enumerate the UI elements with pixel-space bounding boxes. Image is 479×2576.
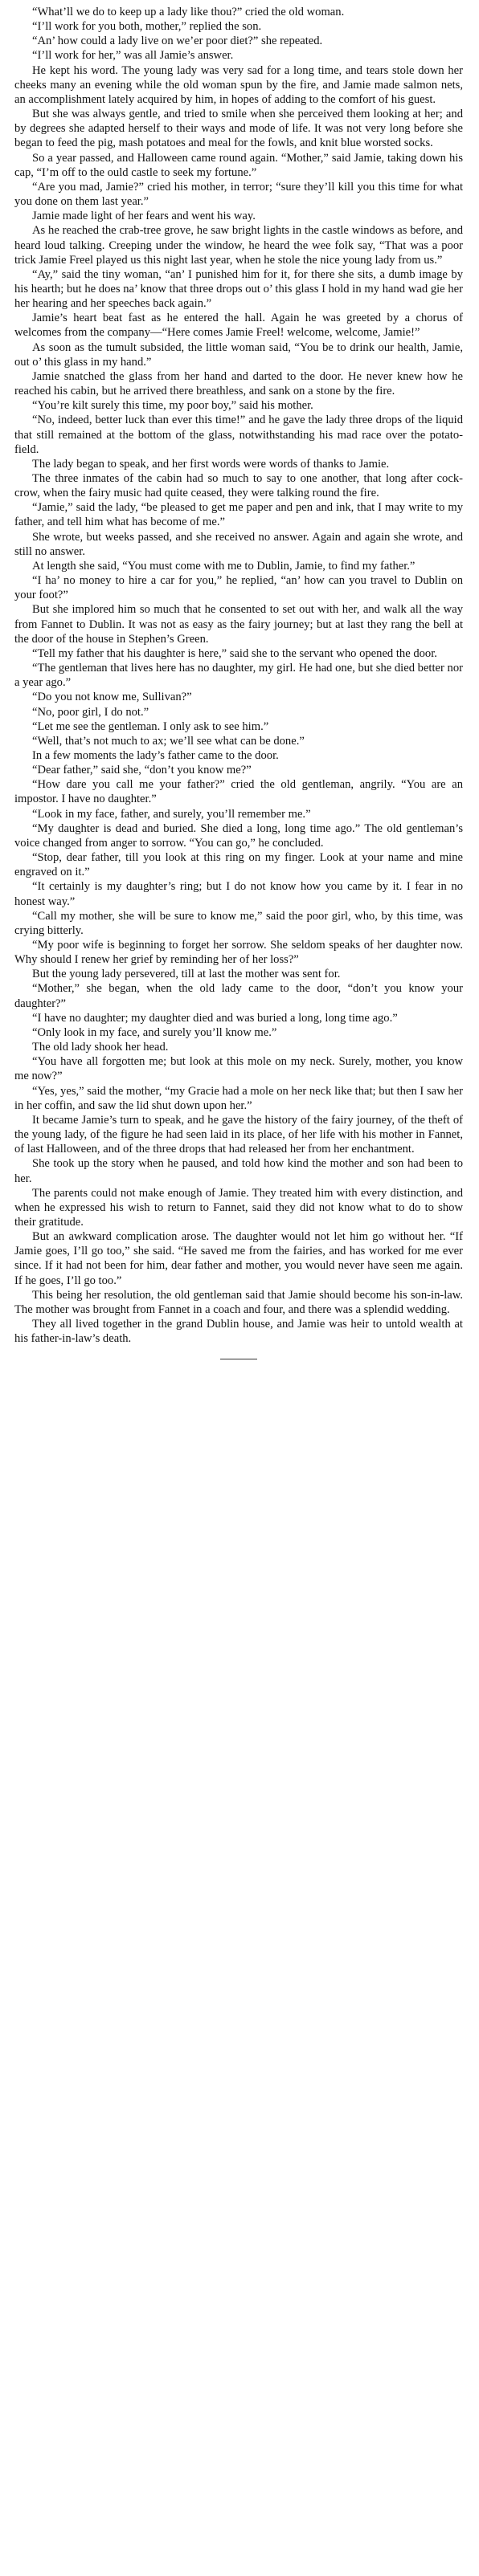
paragraph: The old lady shook her head. [32, 1041, 169, 1054]
paragraph: “How dare you call me your father?” cried the old gentleman, angrily. “You are an impostor. I have no daughter.” [14, 778, 463, 806]
paragraph: She took up the story when he paused, and told how kind the mother and son had been to her. [14, 1157, 463, 1185]
paragraph: “I’ll work for you both, mother,” replied the son. [32, 20, 262, 34]
paragraph: “My daughter is dead and buried. She died a long, long time ago.” The old gentleman’s voice changed from anger to sorrow. “You can go,” he concluded. [14, 821, 463, 850]
paragraph: “Look in my face, father, and surely, you’ll remember me.” [32, 807, 311, 821]
paragraph: “Tell my father that his daughter is here,” said she to the servant who opened the door. [32, 646, 437, 660]
paragraph: “It certainly is my daughter’s ring; but I do not know how you came by it. I fear in no honest way.” [14, 880, 463, 908]
paragraph: As he reached the crab-tree grove, he saw bright lights in the castle windows as before, and heard loud talking. Creeping under the window, he heard the wee folk say, “That was a poor trick Jamie Freel played us this night last year, when he stole the nice young lady from us.” [14, 224, 463, 267]
paragraph: “Do you not know me, Sullivan?” [32, 691, 192, 704]
paragraph: “Mother,” she began, when the old lady came to the door, “don’t you know your daughter?” [14, 982, 463, 1010]
paragraph: “You’re kilt surely this time, my poor boy,” said his mother. [32, 399, 313, 413]
paragraph: “The gentleman that lives here has no daughter, my girl. He had one, but she died better nor a year ago.” [14, 662, 463, 690]
paragraph: But she was always gentle, and tried to smile when she perceived them looking at her; and by degrees she adapted herself to their ways and mode of life. It was not very long before she began to feed the pig, mash potatoes and meal for the fowls, and knit blue worsted socks. [14, 108, 463, 150]
paragraph: “Well, that’s not much to ax; we’ll see what can be done.” [32, 734, 305, 748]
paragraph: They all lived together in the grand Dublin house, and Jamie was heir to untold wealth at his father-in-law’s death. [14, 1318, 463, 1346]
paragraph: She wrote, but weeks passed, and she received no answer. Again and again she wrote, and still no answer. [14, 530, 463, 558]
paragraph: In a few moments the lady’s father came to the door. [32, 748, 279, 762]
paragraph: “An’ how could a lady live on we’er poor diet?” she repeated. [32, 35, 323, 48]
paragraph: “Only look in my face, and surely you’ll know me.” [32, 1025, 277, 1039]
paragraph: Jamie made light of her fears and went his way. [32, 210, 256, 223]
paragraph: “Are you mad, Jamie?” cried his mother, in terror; “sure they’ll kill you this time for what you done on them last year.” [14, 180, 463, 209]
text-column [14, 5, 463, 1346]
paragraph: “I’ll work for her,” was all Jamie’s answer. [32, 49, 234, 63]
paragraph: “Yes, yes,” said the mother, “my Gracie had a mole on her neck like that; but then I saw her in her coffin, and saw the lid shut down upon her.” [14, 1084, 463, 1112]
paragraph: But she implored him so much that he consented to set out with her, and walk all the way from Fannet to Dublin. It was not as easy as the fairy journey; but at last they rang the bell at the door of the house in Stephen’s Green. [14, 603, 463, 646]
paragraph: “Call my mother, she will be sure to know me,” said the poor girl, who, by this time, was crying bitterly. [14, 909, 463, 937]
paragraph: “Stop, dear father, till you look at this ring on my finger. Look at your name and mine engraved on it.” [14, 851, 463, 879]
paragraph: “I have no daughter; my daughter died and was buried a long, long time ago.” [32, 1011, 398, 1025]
paragraph: So a year passed, and Halloween came round again. “Mother,” said Jamie, taking down his cap, “I’m off to the ould castle to seek my fortune.” [14, 151, 463, 179]
paragraph: “My poor wife is beginning to forget her sorrow. She seldom speaks of her daughter now. Why should I renew her grief by reminding her of her loss?” [14, 939, 463, 967]
paragraph: “Dear father,” said she, “don’t you know me?” [32, 764, 252, 777]
paragraph: “Jamie,” said the lady, “be pleased to get me paper and pen and ink, that I may write to my father, and tell him what has become of me.” [14, 501, 463, 529]
paragraph: The parents could not make enough of Jamie. They treated him with every distinction, and when he expressed his wish to return to Fannet, said they did not know what to do to show their gratitude. [14, 1186, 463, 1229]
paragraph: “I ha’ no money to hire a car for you,” he replied, “an’ how can you travel to Dublin on your foot?” [14, 574, 463, 602]
paragraph: “Ay,” said the tiny woman, “an’ I punished him for it, for there she sits, a dumb image by his hearth; but he does na’ know that three drops out o’ this glass I hold in my hand wad gie her her hearing and her speeches back again.” [14, 267, 463, 311]
paragraph: “No, indeed, better luck than ever this time!” and he gave the lady three drops of the liquid that still remained at the bottom of the glass, notwithstanding his mad race over the potato-field. [14, 414, 463, 456]
paragraph: This being her resolution, the old gentleman said that Jamie should become his son-in-law. The mother was brought from Fannet in a coach and four, and there was a splendid wedding. [14, 1288, 463, 1316]
paragraph: As soon as the tumult subsided, the little woman said, “You be to drink our health, Jamie, out o’ this glass in my hand.” [14, 340, 463, 369]
paragraph: Jamie snatched the glass from her hand and darted to the door. He never knew how he reached his cabin, but he arrived there breathless, and sank on a stone by the fire. [14, 369, 463, 398]
paragraph: “No, poor girl, I do not.” [32, 705, 149, 719]
paragraph: The three inmates of the cabin had so much to say to one another, that long after cock-crow, when the fairy music had quite ceased, they were talking round the fire. [14, 472, 463, 500]
paragraph: He kept his word. The young lady was very sad for a long time, and tears stole down her cheeks many an evening while the old woman spun by the fire, and Jamie made salmon nets, an accomplishment lately acquired by him, in hopes of adding to the comfort of his guest. [14, 63, 463, 106]
end-rule-wrap [14, 1346, 463, 1359]
paragraph: But an awkward complication arose. The daughter would not let him go without her. “If Jamie goes, I’ll go too,” she said. “He saved me from the fairies, and has worked for me ever since. If it had not been for him, dear father and mother, you would never have seen me again. If he goes, I’ll go too.” [14, 1230, 463, 1287]
paragraph: “You have all forgotten me; but look at this mole on my neck. Surely, mother, you know me now?” [14, 1055, 463, 1083]
paragraph: At length she said, “You must come with me to Dublin, Jamie, to find my father.” [32, 559, 416, 573]
paragraph: But the young lady persevered, till at last the mother was sent for. [32, 968, 341, 981]
paragraph: “What’ll we do to keep up a lady like thou?” cried the old woman. [32, 6, 345, 18]
paragraph: It became Jamie’s turn to speak, and he gave the history of the fairy journey, of the theft of the young lady, of the figure he had seen laid in its place, of her life with his mother in Fannet, of last Halloween, and of the three drops that had released her from her enchantment. [14, 1113, 463, 1156]
paragraph: “Let me see the gentleman. I only ask to see him.” [32, 719, 269, 733]
paragraph: Jamie’s heart beat fast as he entered the hall. Again he was greeted by a chorus of welcomes from the company—“Here comes Jamie Freel! welcome, welcome, Jamie!” [14, 312, 463, 340]
paragraph: The lady began to speak, and her first words were words of thanks to Jamie. [32, 457, 390, 471]
